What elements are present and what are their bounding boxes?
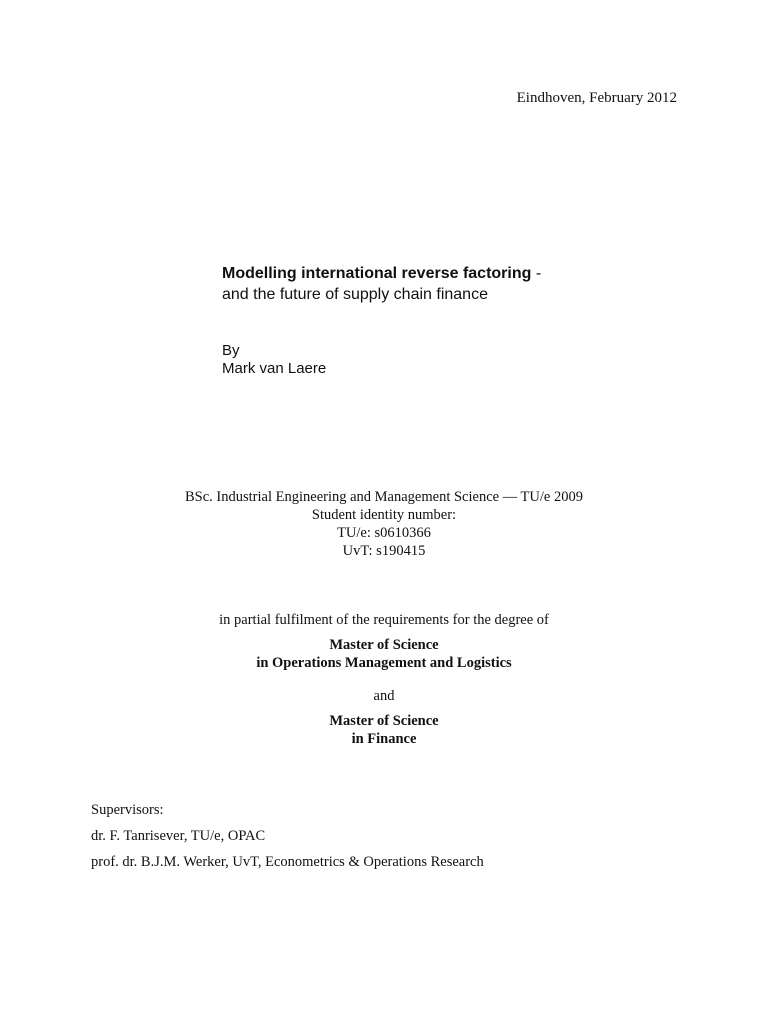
credential-degree: BSc. Industrial Engineering and Management Science — TU/e 2009: [185, 489, 583, 505]
degree-2-field: in Finance: [351, 731, 417, 747]
supervisors-block: [91, 797, 484, 875]
thesis-title: [222, 263, 542, 305]
credential-uvt-id: UvT: s190415: [342, 543, 426, 559]
credential-id-label: Student identity number:: [311, 507, 457, 523]
thesis-title-subtitle: - and the future of supply chain finance: [222, 265, 542, 303]
supervisors-heading: Supervisors:: [91, 802, 164, 818]
conjunction-and: and: [373, 688, 395, 704]
supervisor-1: dr. F. Tanrisever, TU/e, OPAC: [91, 828, 266, 844]
degree-1-field: in Operations Management and Logistics: [256, 655, 512, 671]
supervisor-2: prof. dr. B.J.M. Werker, UvT, Econometrics & Operations Research: [91, 854, 484, 870]
degree-2-title: Master of Science: [329, 713, 439, 729]
author-block: [222, 342, 326, 378]
by-label: By: [222, 342, 240, 359]
thesis-title-bold: Modelling international reverse factoring: [222, 265, 532, 282]
author-name: Mark van Laere: [222, 360, 327, 377]
degree-1: [0, 636, 768, 672]
degree-2: [0, 712, 768, 748]
degree-1-title: Master of Science: [329, 637, 439, 653]
credential-tue-id: TU/e: s0610366: [337, 525, 431, 541]
fulfilment-text: in partial fulfilment of the requirements for the degree of: [219, 612, 549, 628]
credentials-block: [0, 488, 768, 560]
place-date: Eindhoven, February 2012: [516, 90, 677, 106]
